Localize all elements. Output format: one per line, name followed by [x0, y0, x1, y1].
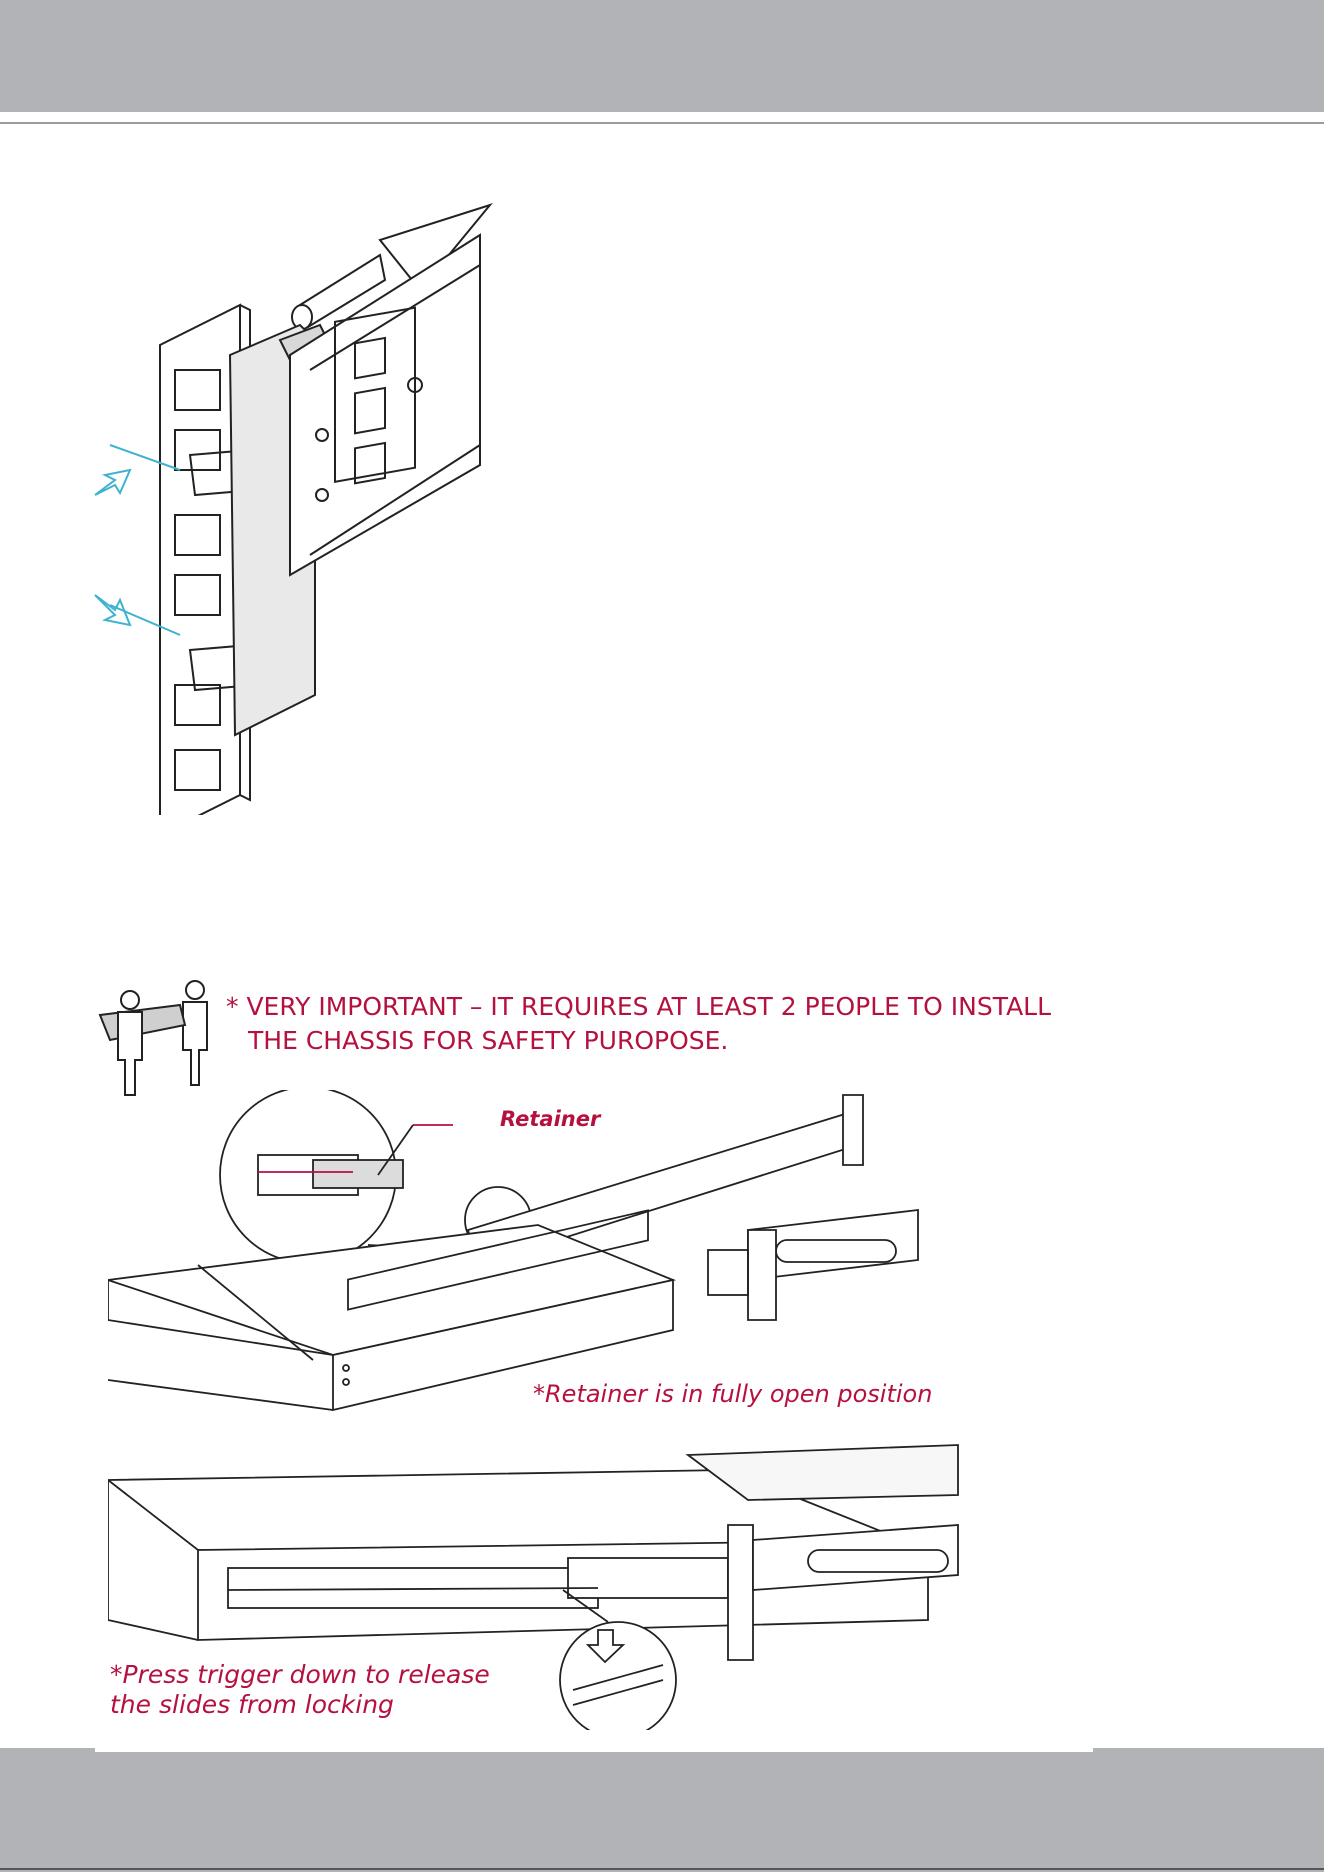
header-rule	[0, 122, 1324, 124]
press-trigger-note	[110, 1660, 530, 1720]
rail-insertion-illustration	[90, 195, 610, 815]
press-note-line1: *Press trigger down to release	[110, 1660, 490, 1689]
two-person-lift-icon	[95, 980, 215, 1100]
retainer-label: Retainer	[500, 1107, 601, 1131]
retainer-note: *Retainer is in fully open position	[533, 1380, 933, 1408]
safety-warning-line1: * VERY IMPORTANT – IT REQUIRES AT LEAST 2 PEOPLE TO INSTALL	[226, 992, 1052, 1021]
header-band	[0, 0, 1324, 112]
footer-rule	[0, 1868, 1324, 1870]
safety-warning	[226, 990, 1106, 1058]
footer-notch	[95, 1748, 1093, 1752]
press-note-line2: the slides from locking	[110, 1690, 394, 1719]
footer-band	[0, 1748, 1324, 1872]
safety-warning-line2: THE CHASSIS FOR SAFETY PUROPOSE.	[248, 1026, 729, 1055]
